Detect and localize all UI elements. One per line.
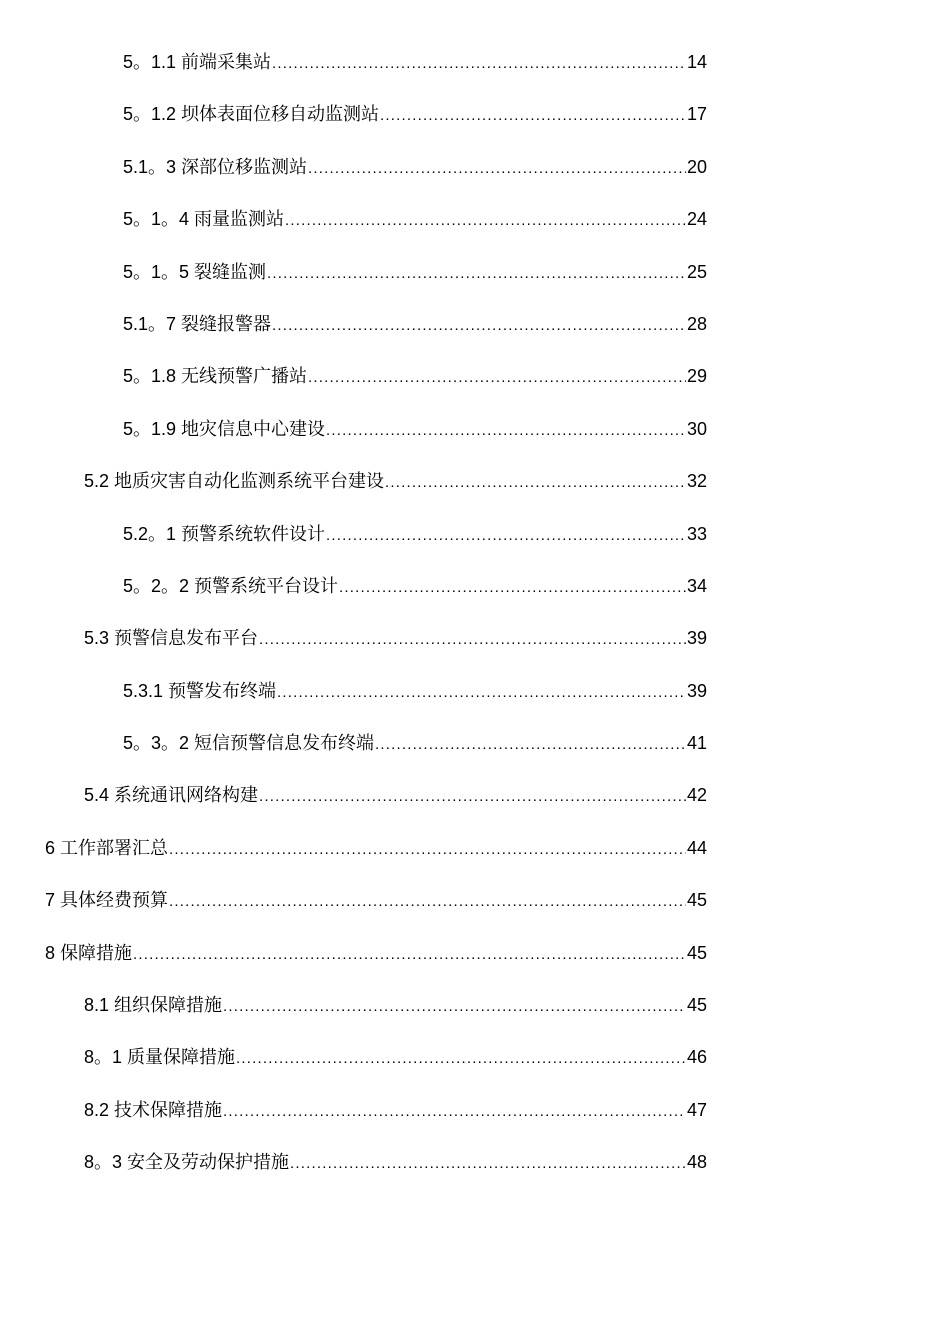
toc-entry-page: 47 (686, 1099, 707, 1120)
toc-entry-title: 6 工作部署汇总 (45, 837, 169, 858)
toc-entry[interactable] (0, 193, 950, 245)
toc-dot-leader (223, 1100, 686, 1124)
toc-dot-leader (259, 628, 686, 652)
toc-entry-page: 30 (686, 418, 707, 439)
toc-dot-leader (285, 209, 686, 233)
toc-dot-leader (326, 419, 686, 443)
toc-dot-leader (236, 1047, 686, 1071)
toc-entry[interactable] (0, 1084, 950, 1136)
toc-entry-title: 5.3.1 预警发布终端 (123, 680, 277, 701)
toc-entry-title: 8。3 安全及劳动保护措施 (84, 1152, 290, 1173)
toc-dot-leader (375, 733, 686, 757)
toc-dot-leader (169, 838, 686, 862)
toc-entry-title: 5.1。7 裂缝报警器 (123, 313, 272, 334)
toc-entry-page: 33 (686, 523, 707, 544)
toc-entry[interactable] (0, 717, 950, 769)
toc-dot-leader (380, 104, 686, 128)
toc-dot-leader (339, 576, 686, 600)
toc-entry-title: 5。1。4 雨量监测站 (123, 209, 285, 230)
toc-entry-title: 5。2。2 预警系统平台设计 (123, 575, 339, 596)
toc-entry[interactable] (0, 560, 950, 612)
toc-entry[interactable] (0, 298, 950, 350)
toc-dot-leader (290, 1152, 686, 1176)
toc-entry[interactable] (0, 927, 950, 979)
table-of-contents (0, 36, 950, 1189)
toc-dot-leader (169, 890, 686, 914)
toc-entry[interactable] (0, 246, 950, 298)
toc-entry-title: 5。1.9 地灾信息中心建设 (123, 418, 326, 439)
toc-entry-title: 5.4 系统通讯网络构建 (84, 785, 259, 806)
toc-dot-leader (385, 471, 686, 495)
toc-entry[interactable] (0, 1136, 950, 1188)
toc-dot-leader (259, 785, 686, 809)
toc-entry-page: 45 (686, 942, 707, 963)
toc-entry-page: 17 (686, 104, 707, 125)
toc-entry-title: 8.2 技术保障措施 (84, 1099, 223, 1120)
toc-entry[interactable] (0, 88, 950, 140)
toc-entry-page: 32 (686, 471, 707, 492)
toc-entry[interactable] (0, 874, 950, 926)
toc-entry[interactable] (0, 141, 950, 193)
toc-dot-leader (308, 157, 686, 181)
toc-entry-page: 14 (686, 52, 707, 72)
toc-entry-page: 29 (686, 366, 707, 387)
toc-entry-page: 24 (686, 209, 707, 230)
toc-entry-title: 5。1.2 坝体表面位移自动监测站 (123, 104, 380, 125)
toc-entry-page: 45 (686, 995, 707, 1016)
toc-entry-title: 5.2。1 预警系统软件设计 (123, 523, 326, 544)
toc-dot-leader (267, 262, 686, 286)
toc-entry-page: 20 (686, 156, 707, 177)
toc-dot-leader (272, 52, 686, 76)
toc-entry-title: 7 具体经费预算 (45, 890, 169, 911)
toc-entry-title: 5。1.8 无线预警广播站 (123, 366, 308, 387)
toc-dot-leader (326, 524, 686, 548)
toc-entry-page: 48 (686, 1152, 707, 1173)
toc-entry[interactable] (0, 36, 950, 88)
toc-entry-page: 34 (686, 575, 707, 596)
toc-entry-title: 8。1 质量保障措施 (84, 1047, 236, 1068)
toc-entry-title: 5.3 预警信息发布平台 (84, 628, 259, 649)
toc-entry-title: 5。1。5 裂缝监测 (123, 261, 267, 282)
toc-entry-page: 25 (686, 261, 707, 282)
toc-entry-page: 39 (686, 628, 707, 649)
toc-dot-leader (133, 943, 686, 967)
toc-entry[interactable] (0, 822, 950, 874)
toc-entry[interactable] (0, 769, 950, 821)
toc-entry-page: 46 (686, 1047, 707, 1068)
toc-entry-page: 42 (686, 785, 707, 806)
toc-entry[interactable] (0, 612, 950, 664)
toc-entry[interactable] (0, 455, 950, 507)
toc-entry-title: 8 保障措施 (45, 942, 133, 963)
toc-entry-page: 41 (686, 733, 707, 754)
toc-entry[interactable] (0, 665, 950, 717)
toc-entry-page: 28 (686, 313, 707, 334)
toc-entry[interactable] (0, 403, 950, 455)
toc-entry-title: 5。3。2 短信预警信息发布终端 (123, 733, 375, 754)
toc-entry-title: 5.2 地质灾害自动化监测系统平台建设 (84, 471, 385, 492)
toc-entry-page: 39 (686, 680, 707, 701)
toc-entry-title: 8.1 组织保障措施 (84, 995, 223, 1016)
toc-entry-page: 45 (686, 890, 707, 911)
toc-entry[interactable] (0, 979, 950, 1031)
toc-entry-title: 5。1.1 前端采集站 (123, 52, 272, 72)
toc-entry[interactable] (0, 508, 950, 560)
toc-dot-leader (277, 681, 686, 705)
toc-entry-page: 44 (686, 837, 707, 858)
toc-dot-leader (308, 366, 686, 390)
toc-entry[interactable] (0, 1031, 950, 1083)
toc-entry-title: 5.1。3 深部位移监测站 (123, 156, 308, 177)
toc-dot-leader (223, 995, 686, 1019)
toc-entry[interactable] (0, 350, 950, 402)
toc-dot-leader (272, 314, 686, 338)
